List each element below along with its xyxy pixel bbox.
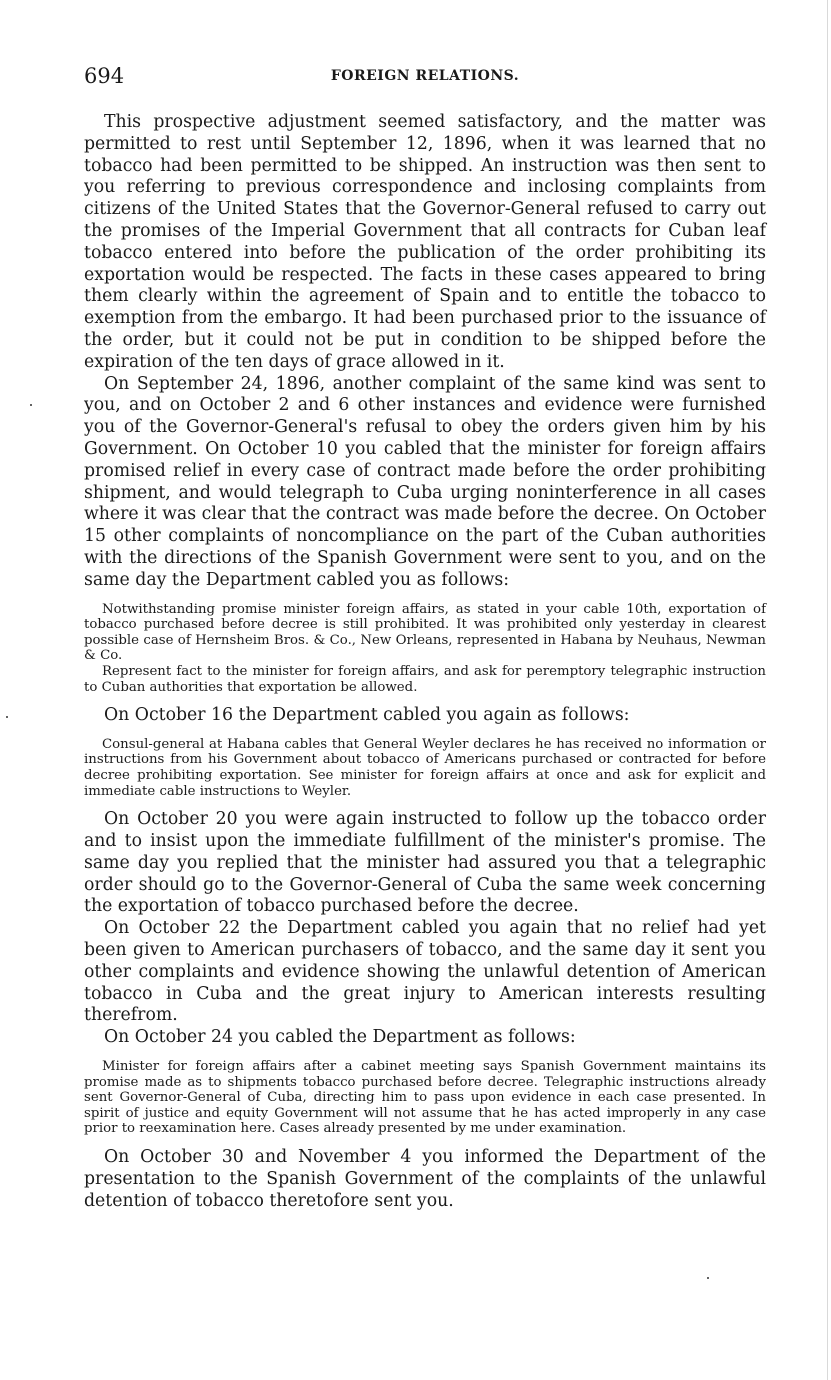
page-number: 694 <box>84 64 125 88</box>
page-edge-line <box>827 0 828 1380</box>
cable-quote-october-15 <box>84 602 766 696</box>
paragraph-6: On October 24 you cabled the Department as follows: <box>104 1027 576 1048</box>
paragraph-7: On October 30 and November 4 you informed the Department of the presentation to the Spanish Government of the complaints of the unlawful detention of tobacco theretofore sent you. <box>84 1147 766 1211</box>
paragraph-1: This prospective adjustment seemed satisfactory, and the matter was permitted to rest until September 12, 1896, when it was learned that no tobacco had been permitted to be shipped. An instruction was then sent to you referring to previous correspondence and inclosing complaints from citizens of the United States that the Governor-General refused to carry out the promises of the Imperial Government that all contracts for Cuban leaf tobacco entered into before the publication of the order prohibiting its exportation would be respected. The facts in these cases appeared to bring them clearly within the agreement of Spain and to entitle the tobacco to exemption from the embargo. It had been purchased prior to the issuance of the order, but it could not be put in condition to be shipped before the expiration of the ten days of grace allowed in it. <box>84 112 766 372</box>
ink-speck <box>707 1277 709 1279</box>
cable-quote-october-16 <box>84 737 766 799</box>
ink-speck <box>30 404 32 406</box>
paragraph-5: On October 22 the Department cabled you again that no relief had yet been given to American purchasers of tobacco, and the same day it sent you other complaints and evidence showing the unlawful detention of American tobacco in Cuba and the great injury to American interests resulting therefrom. <box>84 918 766 1026</box>
quote-1-part-2: Represent fact to the minister for foreign affairs, and ask for peremptory telegraphic instruction to Cuban authorities that exportation be allowed. <box>84 663 766 695</box>
paragraph-2: On September 24, 1896, another complaint of the same kind was sent to you, and on October 2 and 6 other instances and evidence were furnished you of the Governor-General's refusal to obey the orders given him by his Government. On October 10 you cabled that the minister for foreign affairs promised relief in every case of contract made before the order prohibiting shipment, and would telegraph to Cuba urging noninterference in all cases where it was clear that the contract was made before the decree. On October 15 other complaints of noncompliance on the part of the Cuban authorities with the directions of the Spanish Government were sent to you, and on the same day the Department cabled you as follows: <box>84 373 766 590</box>
document-page <box>84 64 766 1212</box>
body-text <box>84 112 766 1212</box>
ink-speck <box>6 716 8 718</box>
quote-2: Consul-general at Habana cables that General Weyler declares he has received no information or instructions from his Government about tobacco of Americans purchased or contracted for before decree prohibiting exportation. See minister for foreign affairs at once and ask for explicit and immediate cable instructions to Weyler. <box>84 736 766 799</box>
paragraph-4: On October 20 you were again instructed to follow up the tobacco order and to insist upon the immediate fulfillment of the minister's promise. The same day you replied that the minister had assured you that a telegraphic order should go to the Governor-General of Cuba the same week concerning the exportation of tobacco purchased before the decree. <box>84 809 766 917</box>
quote-1-part-1: Notwithstanding promise minister foreign affairs, as stated in your cable 10th, exportation of tobacco purchased before decree is still prohibited. It was prohibited only yesterday in clearest possible case of Hernsheim Bros. & Co., New Orleans, represented in Habana by Neuhaus, Newman & Co. <box>84 601 766 664</box>
cable-quote-october-24 <box>84 1059 766 1137</box>
quote-3: Minister for foreign affairs after a cabinet meeting says Spanish Government maintains its promise made as to shipments tobacco purchased before decree. Telegraphic instructions already sent Governor-General of Cuba, directing him to pass upon evidence in each case presented. In spirit of justice and equity Government will not assume that he has acted improperly in any case prior to reexamination here. Cases already presented by me under examination. <box>84 1059 766 1137</box>
page-header <box>84 64 766 90</box>
paragraph-3: On October 16 the Department cabled you again as follows: <box>104 705 630 726</box>
running-head: FOREIGN RELATIONS. <box>330 68 520 84</box>
